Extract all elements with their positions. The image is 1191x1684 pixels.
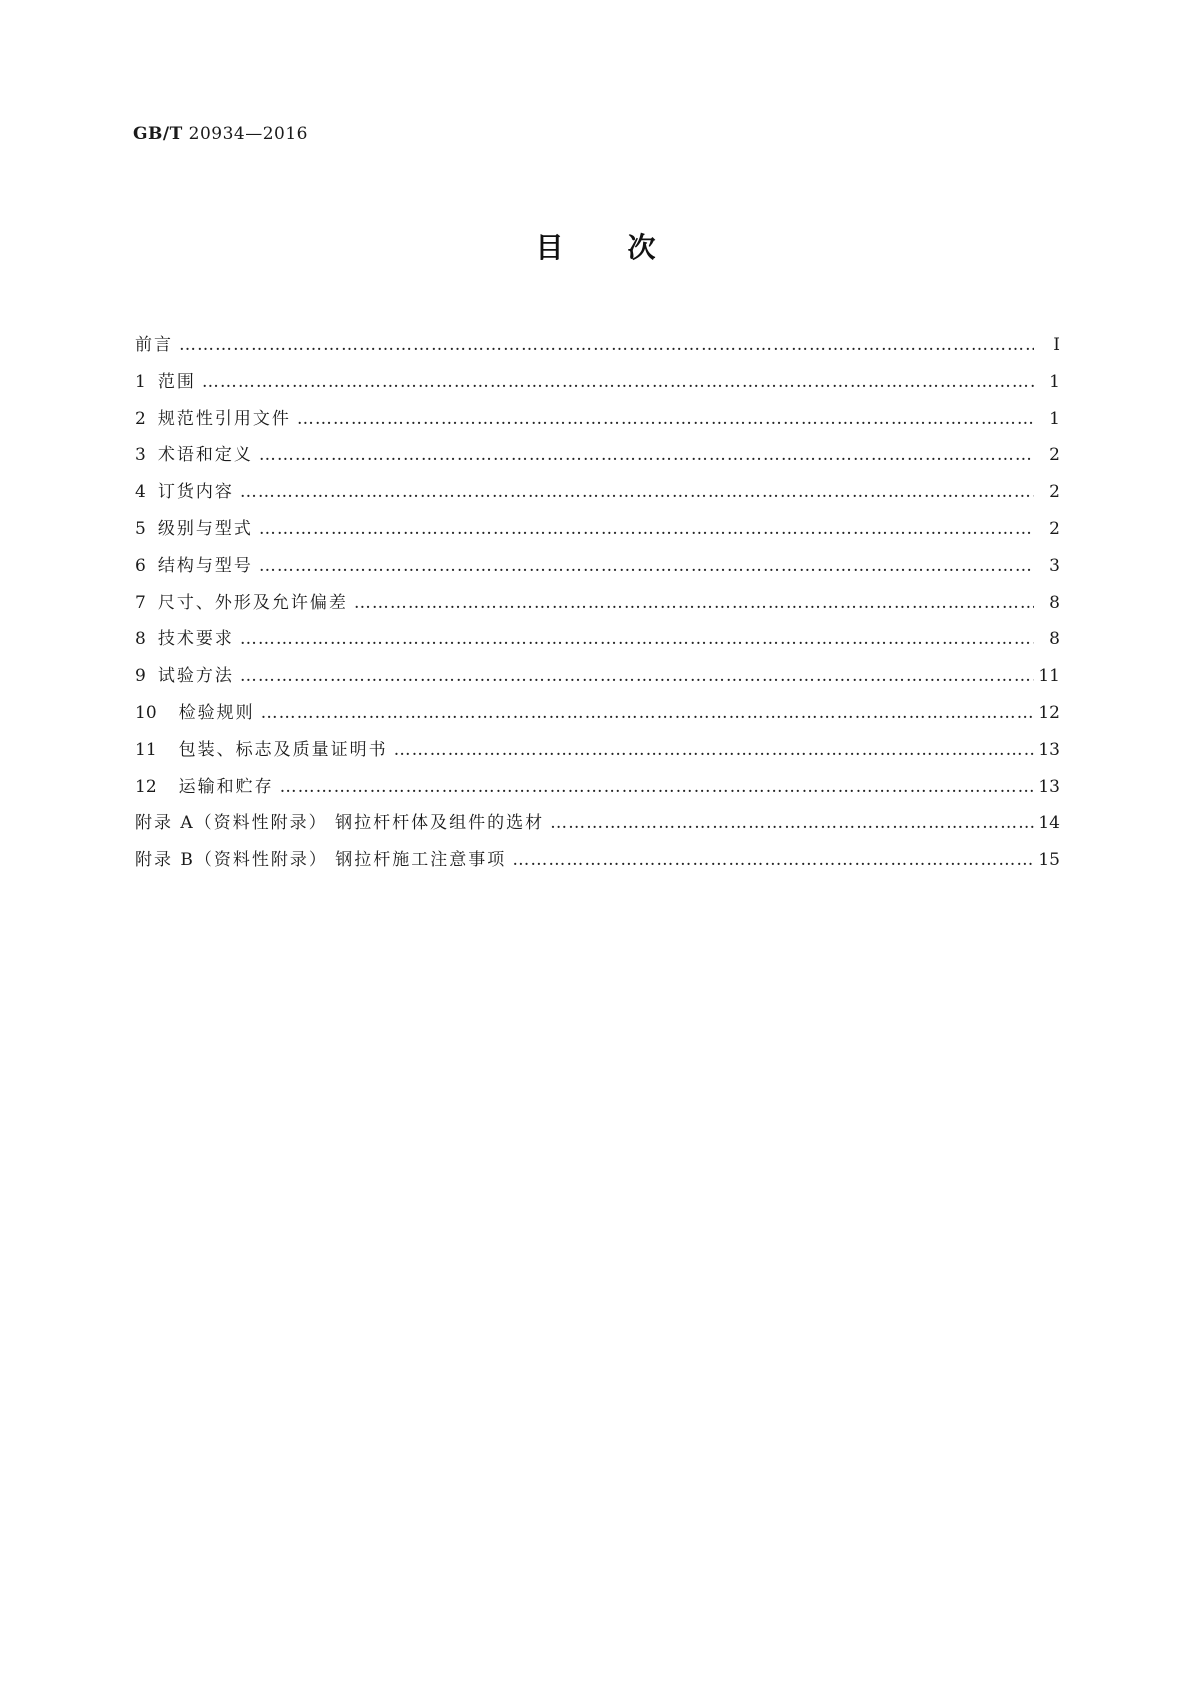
toc-page-number: 11 (1038, 666, 1060, 687)
toc-leader-dots (261, 695, 1034, 732)
toc-entry-text: 术语和定义 (157, 445, 253, 466)
toc-entry-4[interactable] (135, 474, 1060, 511)
toc-section-number: 9 (135, 666, 146, 687)
toc-entry-1[interactable] (135, 364, 1060, 401)
toc-section-number: 1 (135, 371, 146, 392)
toc-section-number: 11 (135, 739, 157, 760)
toc-page-number: 2 (1049, 518, 1060, 539)
toc-page-number: 13 (1038, 776, 1060, 797)
toc-section-number: 5 (135, 518, 146, 539)
toc-entry-6[interactable] (135, 548, 1060, 585)
toc-entry-text: 附录 A（资料性附录） 钢拉杆杆体及组件的选材 (135, 813, 545, 834)
toc-entry-text: 运输和贮存 (178, 776, 274, 797)
toc-section-number: 12 (135, 776, 157, 797)
toc-section-number: 2 (135, 408, 146, 429)
toc-entry-text: 结构与型号 (157, 555, 253, 576)
toc-entry-3[interactable] (135, 437, 1060, 474)
toc-entry-text: 尺寸、外形及允许偏差 (157, 592, 348, 613)
toc-entry-11[interactable] (135, 732, 1060, 769)
table-of-contents (135, 327, 1060, 879)
page-title: 目次 (535, 231, 720, 264)
toc-leader-dots (259, 548, 1034, 585)
toc-entry-8[interactable] (135, 621, 1060, 658)
toc-leader-dots (550, 805, 1034, 842)
toc-leader-dots (259, 511, 1034, 548)
toc-leader-dots (280, 769, 1034, 806)
toc-section-number: 3 (135, 445, 146, 466)
toc-entry-text: 级别与型式 (157, 518, 253, 539)
toc-entry-2[interactable] (135, 401, 1060, 438)
toc-entry-appendix-a[interactable] (135, 805, 1060, 842)
toc-leader-dots (179, 327, 1034, 364)
toc-entry-7[interactable] (135, 585, 1060, 622)
toc-section-number: 6 (135, 555, 146, 576)
toc-entry-5[interactable] (135, 511, 1060, 548)
toc-entry-preface[interactable] (135, 327, 1060, 364)
toc-entry-text: 试验方法 (157, 666, 234, 687)
toc-entry-text: 技术要求 (157, 629, 234, 650)
toc-section-number: 7 (135, 592, 146, 613)
toc-entry-text: 范围 (157, 371, 196, 392)
toc-leader-dots (354, 585, 1034, 622)
toc-page-number: 2 (1049, 445, 1060, 466)
toc-page-number: 8 (1049, 629, 1060, 650)
toc-entry-text: 检验规则 (178, 702, 255, 723)
standard-code (133, 124, 308, 144)
toc-page-number: 14 (1038, 813, 1060, 834)
toc-entry-text: 包装、标志及质量证明书 (178, 739, 388, 760)
toc-leader-dots (240, 658, 1034, 695)
toc-leader-dots (240, 474, 1034, 511)
toc-leader-dots (240, 621, 1034, 658)
toc-entry-9[interactable] (135, 658, 1060, 695)
toc-page-number: 15 (1038, 850, 1060, 871)
toc-leader-dots (512, 842, 1034, 879)
toc-leader-dots (259, 437, 1034, 474)
standard-number: 20934—2016 (188, 124, 308, 144)
toc-entry-text: 规范性引用文件 (157, 408, 291, 429)
toc-leader-dots (202, 364, 1034, 401)
toc-page-number: 1 (1049, 371, 1060, 392)
toc-leader-dots (394, 732, 1034, 769)
toc-entry-appendix-b[interactable] (135, 842, 1060, 879)
toc-page-number: Ⅰ (1053, 335, 1060, 355)
toc-section-number: 10 (135, 702, 157, 723)
toc-entry-12[interactable] (135, 769, 1060, 806)
toc-page-number: 2 (1049, 482, 1060, 503)
toc-page-number: 1 (1049, 408, 1060, 429)
toc-section-number: 4 (135, 482, 146, 503)
toc-section-number: 8 (135, 629, 146, 650)
toc-entry-10[interactable] (135, 695, 1060, 732)
standard-prefix: GB/T (133, 124, 183, 144)
toc-leader-dots (297, 401, 1034, 438)
toc-page-number: 3 (1049, 555, 1060, 576)
toc-page-number: 8 (1049, 592, 1060, 613)
toc-page-number: 13 (1038, 739, 1060, 760)
toc-page-number: 12 (1038, 702, 1060, 723)
toc-entry-text: 附录 B（资料性附录） 钢拉杆施工注意事项 (135, 850, 507, 871)
toc-entry-text: 订货内容 (157, 482, 234, 503)
toc-entry-text: 前言 (135, 335, 173, 355)
